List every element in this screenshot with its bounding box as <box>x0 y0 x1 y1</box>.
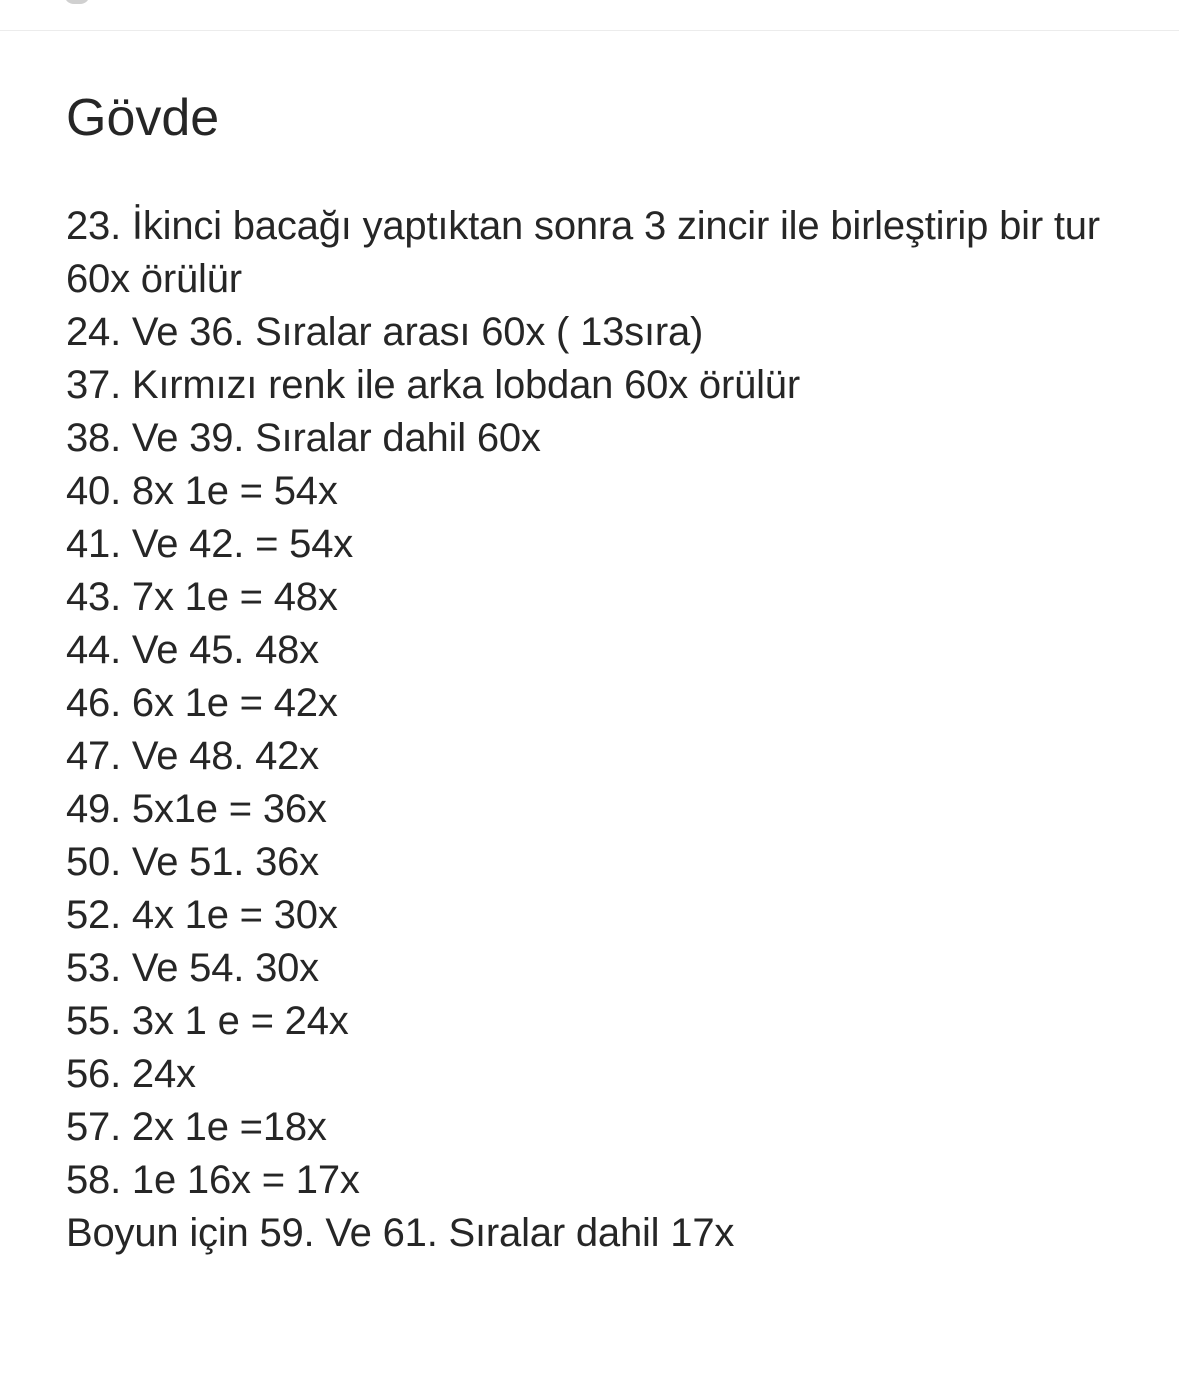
top-bar <box>0 0 1179 31</box>
scroll-indicator <box>64 0 90 4</box>
pattern-row: 37. Kırmızı renk ile arka lobdan 60x örülür <box>66 363 800 407</box>
pattern-row: 55. 3x 1 e = 24x <box>66 999 349 1043</box>
pattern-row: 24. Ve 36. Sıralar arası 60x ( 13sıra) <box>66 310 704 354</box>
pattern-row: 47. Ve 48. 42x <box>66 734 319 778</box>
pattern-row: 41. Ve 42. = 54x <box>66 522 354 566</box>
pattern-rows <box>66 200 1156 1260</box>
pattern-row: 58. 1e 16x = 17x <box>66 1158 360 1202</box>
page-title: Gövde <box>66 89 220 147</box>
pattern-row: 23. İkinci bacağı yaptıktan sonra 3 zincir ile birleştirip bir tur 60x örülür <box>66 204 1100 301</box>
document-body <box>66 86 1156 1260</box>
pattern-row: 50. Ve 51. 36x <box>66 840 319 884</box>
pattern-row: 56. 24x <box>66 1052 196 1096</box>
pattern-row: 57. 2x 1e =18x <box>66 1105 327 1149</box>
pattern-row: 46. 6x 1e = 42x <box>66 681 338 725</box>
pattern-row: Boyun için 59. Ve 61. Sıralar dahil 17x <box>66 1211 735 1255</box>
pattern-row: 38. Ve 39. Sıralar dahil 60x <box>66 416 541 460</box>
pattern-row: 49. 5x1e = 36x <box>66 787 327 831</box>
pattern-row: 40. 8x 1e = 54x <box>66 469 338 513</box>
pattern-row: 52. 4x 1e = 30x <box>66 893 338 937</box>
pattern-row: 43. 7x 1e = 48x <box>66 575 338 619</box>
pattern-row: 44. Ve 45. 48x <box>66 628 319 672</box>
pattern-row: 53. Ve 54. 30x <box>66 946 319 990</box>
